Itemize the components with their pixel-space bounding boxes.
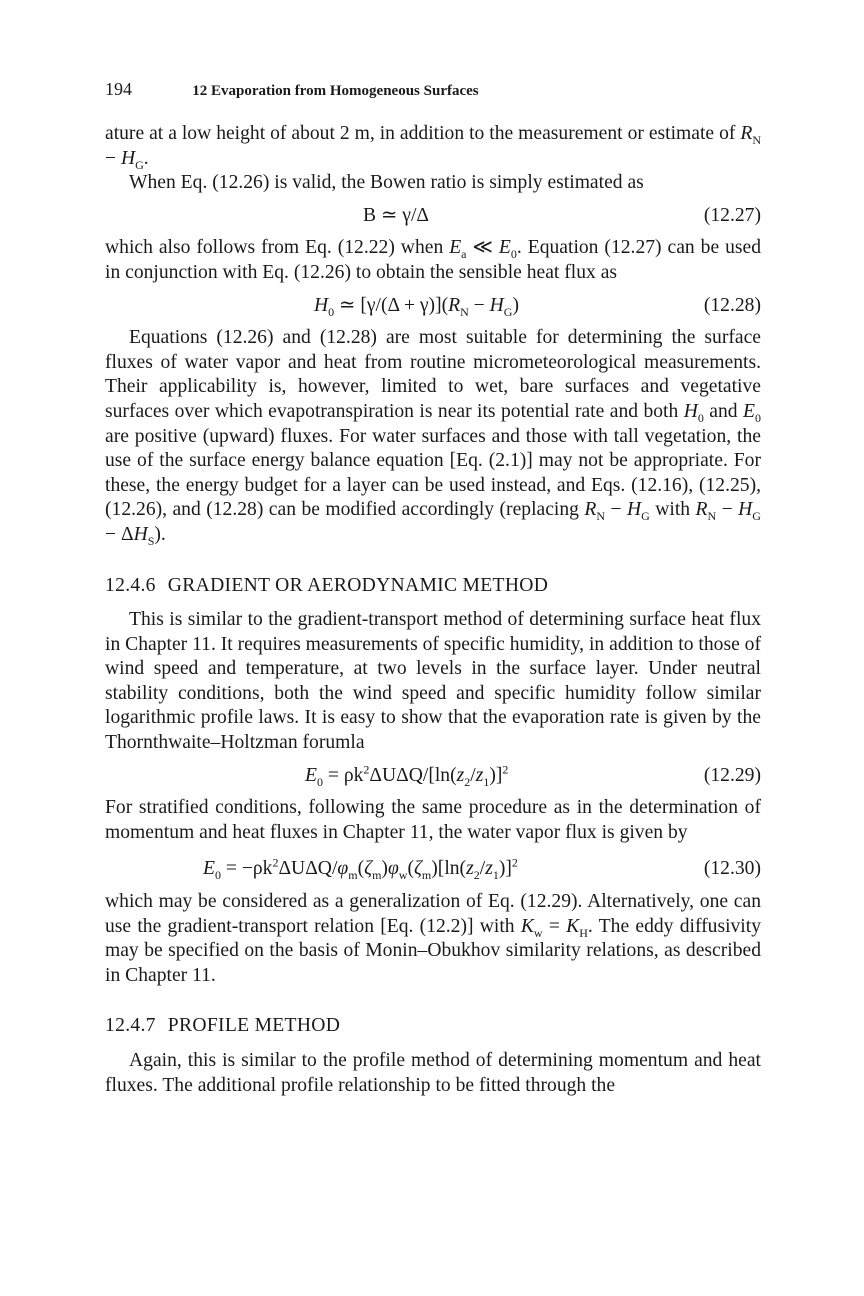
section-title: GRADIENT OR AERODYNAMIC METHOD	[167, 574, 549, 596]
equation-number: (12.29)	[703, 764, 761, 786]
chapter-title: 12 Evaporation from Homogeneous Surfaces	[192, 83, 479, 99]
equation-12-29	[105, 764, 761, 789]
paragraph-5: This is similar to the gradient-transport method of determining surface heat flux in Chapter 11. It requires measurements of specific humidity, in addition to those of wind speed and temperature, at two levels in the surface layer. Under neutral stability conditions, both the wind speed and specific humidity follow similar logarithmic profile laws. It is easy to show that the evaporation rate is given by the Thornthwaite–Holtzman forumla	[105, 609, 761, 754]
paragraph-1: ature at a low height of about 2 m, in addition to the measurement or estimate of $R_N - H_G$.	[105, 123, 761, 172]
equation-expression: $E_0 = \rho k^2\Delta U\Delta Q/[\ln(z_2/z_1)]^2$	[305, 762, 509, 789]
running-head	[105, 78, 761, 100]
page	[105, 78, 761, 1098]
equation-12-28	[105, 294, 761, 319]
equation-12-27	[105, 204, 761, 229]
paragraph-4: Equations (12.26) and (12.28) are most suitable for determining the surface fluxes of water vapor and heat from routine micrometeorological measurements. Their applicability is, however, limited to wet, bare surfaces and vegetative surfaces over which evapotranspiration is near its potential rate and both $H_0$ and $E_0$ are positive (upward) fluxes. For water surfaces and those with tall vegetation, the use of the surface energy balance equation [Eq. (2.1)] may not be appropriate. For these, the energy budget for a layer can be used instead, and Eqs. (12.16), (12.25), (12.26), and (12.28) can be modified accordingly (replacing $R_N - H_G$ with $R_N - H_G - \Delta H_S$).	[105, 327, 761, 548]
equation-12-30	[105, 857, 761, 882]
paragraph-3: which also follows from Eq. (12.22) when $E_a$ ≪ $E_0$. Equation (12.27) can be used in conjunction with Eq. (12.26) to obtain the sensible heat flux as	[105, 237, 762, 283]
equation-expression: $H_0$ ≃ $[\gamma/(\Delta + \gamma)](R_N - H_G)$	[314, 294, 519, 319]
section-number: 12.4.7	[105, 1015, 156, 1037]
paragraph-2: When Eq. (12.26) is valid, the Bowen ratio is simply estimated as	[129, 172, 644, 194]
paragraph-8: Again, this is similar to the profile method of determining momentum and heat fluxes. The additional profile relationship to be fitted through the	[105, 1050, 761, 1096]
equation-expression: $E_0 = -\rho k^2\Delta U\Delta Q/\varphi_m(\zeta_m)\varphi_w(\zeta_m)[\ln(z_2/z_1)]^2$	[203, 855, 518, 883]
section-heading	[105, 1014, 761, 1039]
section-number: 12.4.6	[105, 574, 156, 596]
equation-expression: B ≃ γ/Δ	[363, 204, 429, 226]
paragraph-6: For stratified conditions, following the same procedure as in the determination of momentum and heat fluxes in Chapter 11, the water vapor flux is given by	[105, 797, 761, 843]
page-number: 194	[105, 79, 132, 99]
equation-number: (12.27)	[703, 204, 761, 226]
section-title: PROFILE METHOD	[167, 1015, 341, 1037]
equation-number: (12.28)	[703, 294, 761, 316]
paragraph-7: which may be considered as a generalization of Eq. (12.29). Alternatively, one can use the gradient-transport relation [Eq. (12.2)] with $K_w = K_H$. The eddy diffusivity may be specified on the basis of Monin–Obukhov similarity relations, as described in Chapter 11.	[105, 891, 761, 986]
section-heading	[105, 574, 761, 599]
equation-number: (12.30)	[703, 858, 761, 880]
